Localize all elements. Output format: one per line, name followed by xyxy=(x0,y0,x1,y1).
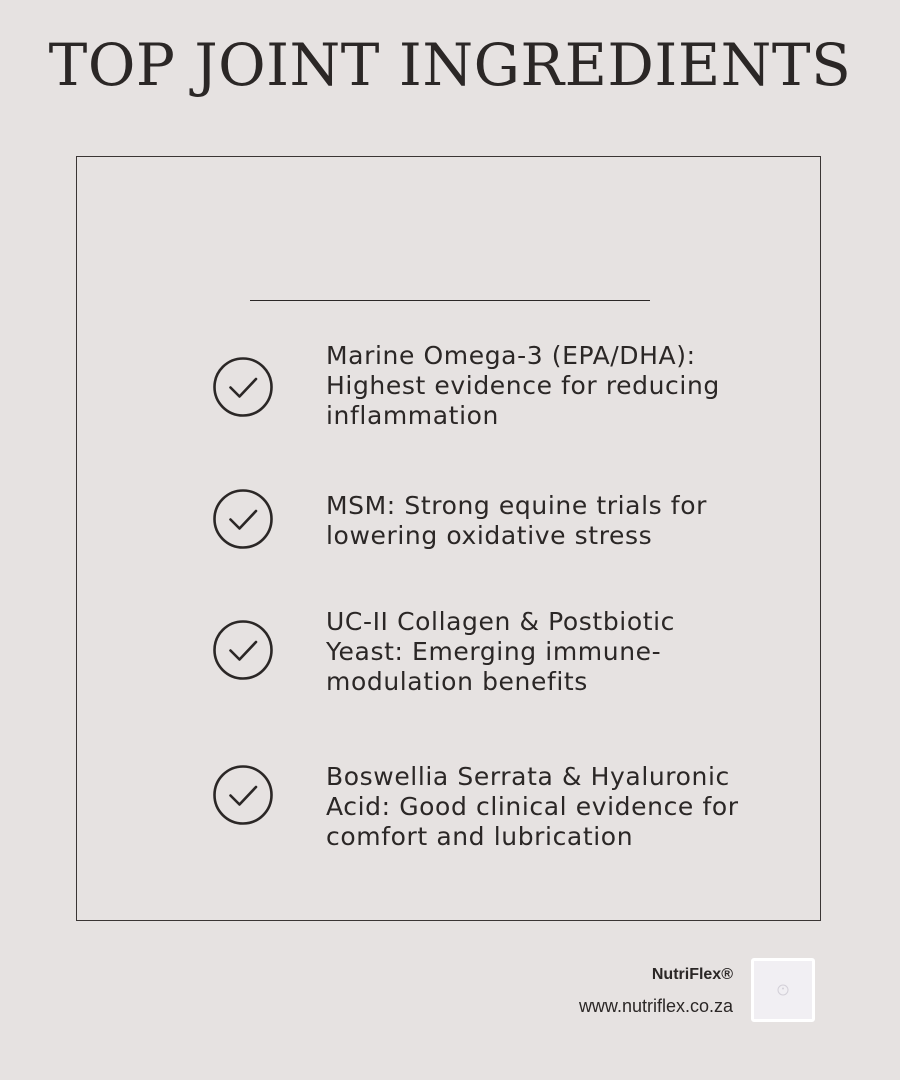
item-text: Boswellia Serrata & Hyaluronic Acid: Good clinical evidence for comfort and lubrication xyxy=(326,762,739,851)
check-circle-icon xyxy=(212,764,274,826)
brand-name: NutriFlex® xyxy=(651,966,733,983)
check-circle-icon xyxy=(212,619,274,681)
item-text: UC-II Collagen & Postbiotic Yeast: Emerging immune-modulation benefits xyxy=(326,607,676,696)
item-text: MSM: Strong equine trials for lowering oxidative stress xyxy=(326,491,707,550)
item-text: Marine Omega-3 (EPA/DHA): Highest evidence for reducing inflammation xyxy=(326,341,720,430)
check-circle-icon xyxy=(212,488,274,550)
divider-line xyxy=(250,300,650,301)
website-link[interactable]: www.nutriflex.co.za xyxy=(578,996,733,1016)
page-title: TOP JOINT INGREDIENTS xyxy=(48,31,852,99)
check-circle-icon xyxy=(212,356,274,418)
logo-placeholder-icon xyxy=(751,958,815,1022)
footer-brand xyxy=(579,964,733,1017)
